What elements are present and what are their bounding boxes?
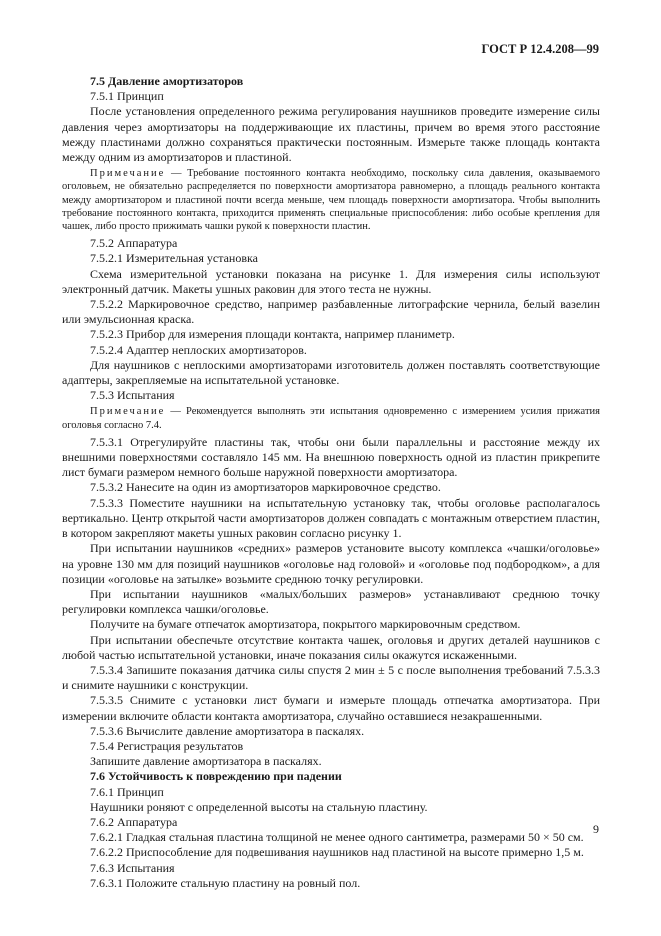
note-text: — Рекомендуется выполнять эти испытания одновременно с измерением усилия прижатия оголовья согласно 7.4.	[62, 406, 600, 431]
body-paragraph: 7.5.2.4 Адаптер неплоских амортизаторов.	[90, 342, 307, 357]
document-body	[62, 74, 600, 891]
body-paragraph: Получите на бумаге отпечаток амортизатора, покрытого маркировочным средством.	[90, 617, 521, 632]
body-paragraph: 7.5.3.1 Отрегулируйте пластины так, чтобы они были параллельны и расстояние между их внешними поверхностями составляло 145 мм. На внешнюю поверхность одной из пластин прикрепите лист бумаги размером немного больше наружной поверхности амортизатора.	[62, 434, 600, 480]
note-label: Примечание	[90, 168, 166, 180]
body-paragraph: 7.6.2.1 Гладкая стальная пластина толщиной не менее одного сантиметра, размерами 50 × 50 см.	[90, 830, 584, 845]
body-paragraph: 7.6.2 Аппаратура	[90, 814, 178, 829]
body-paragraph: При испытании обеспечьте отсутствие контакта чашек, оголовья и других деталей наушников с любой частью испытательной установки, иначе показания силы окажутся искаженными.	[62, 632, 600, 662]
body-paragraph: После установления определенного режима регулирования наушников проведите измерение силы давления через амортизаторы на поддерживающие их пластины, причем во время этого расстояние между пластинами должно сохраняться практически постоянным. Измерьте также площадь контакта между одним из амортизаторов и пластиной.	[62, 104, 600, 165]
body-paragraph: Наушники роняют с определенной высоты на стальную пластину.	[90, 799, 428, 814]
body-paragraph: 7.6.2.2 Приспособление для подвешивания наушников над пластиной на высоте примерно 1,5 м.	[90, 845, 584, 860]
body-paragraph: 7.6.1 Принцип	[90, 784, 164, 799]
body-paragraph: 7.5.3.6 Вычислите давление амортизатора в паскалях.	[90, 723, 365, 738]
body-paragraph: 7.5.3.2 Нанесите на один из амортизаторов маркировочное средство.	[90, 480, 441, 495]
body-paragraph: Запишите давление амортизатора в паскалях.	[90, 754, 322, 769]
body-paragraph: 7.6.3.1 Положите стальную пластину на ровный пол.	[90, 875, 361, 890]
body-paragraph: 7.5.3.5 Снимите с установки лист бумаги и измерьте площадь отпечатка амортизатора. При измерении включите области контакта амортизатора, случайно оставшиеся незакрашенными.	[62, 693, 600, 723]
body-paragraph: 7.6.3 Испытания	[90, 860, 175, 875]
body-paragraph: 7.5.3.4 Запишите показания датчика силы спустя 2 мин ± 5 с после выполнения требований 7.5.3.3 и снимите наушники с конструкции.	[62, 662, 600, 693]
section-heading: 7.5 Давление амортизаторов	[90, 74, 244, 88]
page-number: 9	[593, 822, 599, 836]
section-heading: 7.6 Устойчивость к повреждению при падении	[90, 769, 342, 784]
body-paragraph: 7.5.3.3 Поместите наушники на испытательную установку так, чтобы оголовье располагалось вертикально. Центр открытой части амортизаторов должен совпадать с монтажным отверстием пластин, в котором закрепляют макеты ушных раковин согласно рисунку 1.	[62, 495, 600, 541]
body-paragraph: 7.5.1 Принцип	[90, 89, 164, 104]
note-paragraph	[62, 167, 600, 233]
body-paragraph: 7.5.4 Регистрация результатов	[90, 738, 244, 753]
body-paragraph: При испытании наушников «средних» размеров установите высоту комплекса «чашки/оголовье» на уровне 130 мм для позиций наушников «оголовье над головой» и «оголовье под подбородком», а для позиции «оголовье на затылке» возьмите среднюю точку регулировки.	[62, 541, 600, 586]
body-paragraph: Для наушников с неплоскими амортизаторами изготовитель должен поставлять соответствующие адаптеры, закрепляемые на испытательной установке.	[62, 357, 600, 388]
note-text: — Требование постоянного контакта необходимо, поскольку сила давления, оказываемого оголовьем, не обязательно распределяется по поверхности амортизатора равномерно, а площадь реального контакта между амортизатором и пластиной почти всегда меньше, чем площадь поверхности амортизатора. Чтобы выполнить требование постоянного контакта, приходится применять специальные приспособления: либо особые крепления для чашек, либо просто прижимать чашки рукой к поверхности пластин.	[62, 168, 600, 233]
body-paragraph: 7.5.2.1 Измерительная установка	[90, 251, 258, 266]
body-paragraph: Схема измерительной установки показана на рисунке 1. Для измерения силы используют электронный датчик. Макеты ушных раковин для этого теста не нужны.	[62, 266, 600, 296]
body-paragraph: 7.5.2 Аппаратура	[90, 236, 178, 251]
body-paragraph: 7.5.2.2 Маркировочное средство, например разбавленные литографские чернила, белый вазелин или эмульсионная краска.	[62, 297, 600, 327]
body-paragraph: 7.5.2.3 Прибор для измерения площади контакта, например планиметр.	[90, 327, 455, 342]
note-paragraph	[62, 405, 600, 431]
note-label: Примечание	[90, 406, 166, 418]
document-header: ГОСТ Р 12.4.208—99	[481, 42, 599, 56]
body-paragraph: 7.5.3 Испытания	[90, 388, 175, 403]
body-paragraph: При испытании наушников «малых/больших размеров» устанавливают среднюю точку регулировки комплекса чашки/оголовье.	[62, 586, 600, 617]
